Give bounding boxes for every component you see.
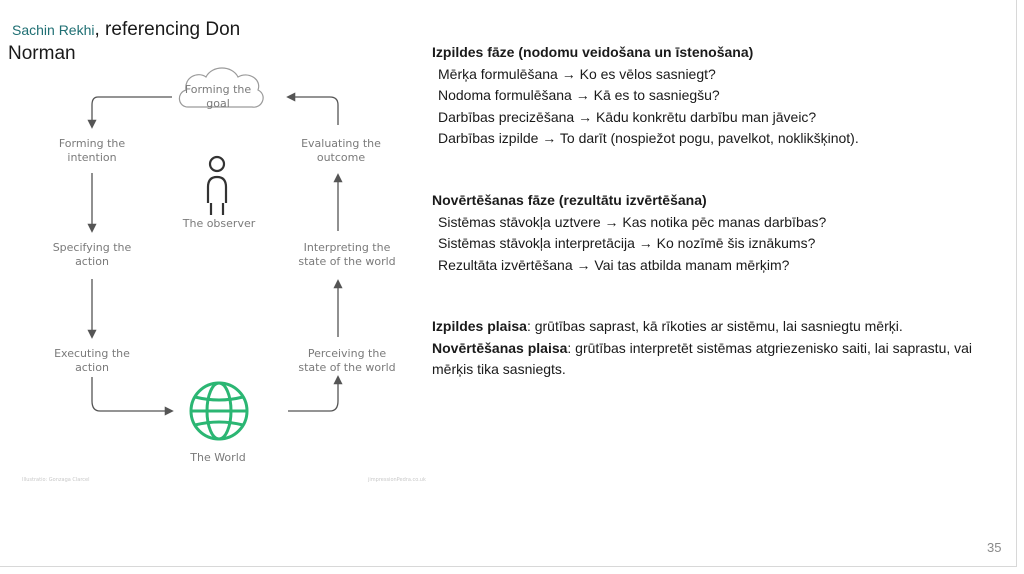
label-observer: The observer — [182, 217, 256, 230]
evaluation-gap-term: Novērtēšanas plaisa — [432, 339, 568, 356]
title-rest: , referencing Don Norman — [8, 19, 241, 64]
evaluation-line: Rezultāta izvērtēšana → Vai tas atbilda manam mērķim? — [438, 256, 790, 273]
diagram-arrows — [0, 55, 430, 495]
globe-icon — [191, 383, 247, 439]
label-world: The World — [190, 451, 246, 464]
execution-phase-block — [432, 42, 859, 150]
label-forming-intention: Forming the intention — [58, 137, 126, 164]
label-interpreting-state: Interpreting the state of the world — [298, 241, 396, 268]
execution-gap-text: : grūtības saprast, kā rīkoties ar sistēmu, lai sasniegtu mērķi. — [526, 318, 903, 334]
evaluation-line: Sistēmas stāvokļa interpretācija → Ko nozīmē šis iznākums? — [438, 235, 816, 251]
execution-gap-term: Izpildes plaisa — [432, 318, 527, 334]
execution-phase-heading: Izpildes fāze (nodomu veidošana un īstenošana) — [432, 44, 754, 60]
execution-line: Darbības precizēšana → Kādu konkrētu darbību man jāveic? — [438, 108, 817, 125]
page-number: 35 — [987, 540, 1002, 555]
arrow-evaluating-to-goal — [288, 97, 338, 125]
gaps-block — [432, 316, 992, 381]
evaluation-line: Sistēmas stāvokļa uztvere → Kas notika pēc manas darbības? — [438, 213, 827, 230]
arrow-world-to-perceiving — [288, 377, 338, 411]
evaluation-gap-paragraph — [432, 338, 992, 381]
label-perceiving-state: Perceiving the state of the world — [298, 347, 396, 374]
title-author: Sachin Rekhi — [12, 22, 95, 38]
arrow-goal-to-intention — [92, 97, 172, 127]
action-cycle-diagram — [0, 55, 430, 495]
diagram-credit-right: jimpressionPedra.co.uk — [368, 477, 426, 483]
evaluation-phase-heading: Novērtēšanas fāze (rezultātu izvērtēšana) — [432, 192, 707, 208]
arrow-executing-to-world — [92, 377, 172, 411]
evaluation-phase-block — [432, 190, 826, 276]
label-evaluating-outcome: Evaluating the outcome — [301, 137, 381, 164]
execution-line: Nodoma formulēšana → Kā es to sasniegšu? — [438, 87, 720, 103]
evaluation-gap-text: : grūtības interpretēt sistēmas atgriezenisko saiti, lai saprastu, vai mērķis tika sasniegts. — [432, 339, 973, 377]
observer-icon — [208, 157, 226, 215]
label-executing-action: Executing the action — [54, 347, 130, 374]
execution-gap-paragraph — [432, 316, 992, 338]
diagram-credit-left: Illustratio: Gonzaga Clarcel — [22, 477, 90, 483]
label-specifying-action: Specifying the action — [52, 241, 132, 268]
execution-line: Darbības izpilde → To darīt (nospiežot pogu, pavelkot, noklikšķinot). — [438, 130, 859, 146]
execution-line: Mērķa formulēšana → Ko es vēlos sasniegt? — [438, 65, 716, 82]
label-forming-goal: Forming the goal — [184, 83, 252, 110]
